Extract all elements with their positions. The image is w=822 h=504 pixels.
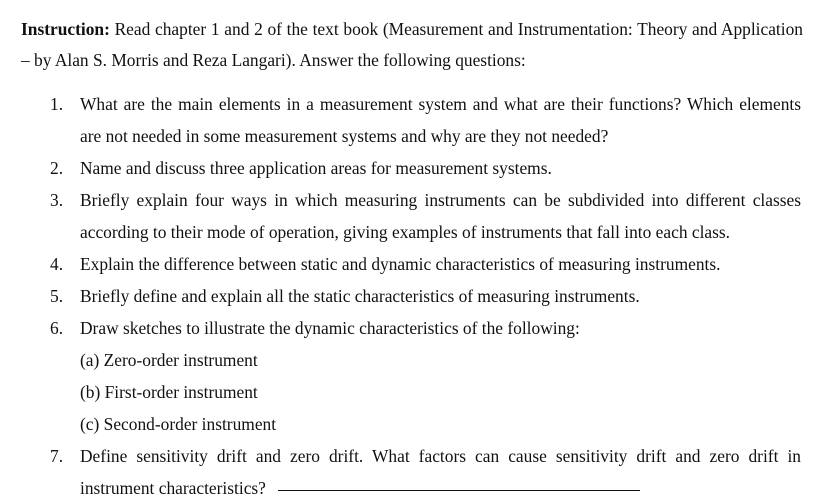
- question-7: [0, 440, 822, 504]
- question-number: 7.: [50, 446, 64, 466]
- question-1: [0, 88, 822, 152]
- horizontal-rule: [278, 490, 640, 491]
- question-number: 4.: [50, 254, 64, 274]
- subitem-b: (b) First-order instrument: [80, 382, 258, 402]
- question-number: 1.: [50, 94, 64, 114]
- question-4: [0, 248, 822, 280]
- question-number: 2.: [50, 158, 64, 178]
- question-list: [0, 88, 822, 504]
- question-number: 6.: [50, 318, 64, 338]
- question-text: Briefly explain four ways in which measuring instruments can be subdivided into different classes according to their mode of operation, giving examples of instruments that fall into each class.: [80, 190, 801, 242]
- question-text: What are the main elements in a measurement system and what are their functions? Which elements are not needed in some measurement systems and why are they not needed?: [80, 94, 801, 146]
- question-text: Draw sketches to illustrate the dynamic characteristics of the following:: [80, 318, 580, 338]
- question-2: [0, 152, 822, 184]
- question-number: 3.: [50, 190, 64, 210]
- question-number: 5.: [50, 286, 64, 306]
- subitem-c: (c) Second-order instrument: [80, 414, 277, 434]
- subitem-a: (a) Zero-order instrument: [80, 350, 258, 370]
- question-text: Name and discuss three application areas for measurement systems.: [80, 158, 552, 178]
- instruction-label: Instruction:: [21, 19, 110, 39]
- question-5: [0, 280, 822, 312]
- question-6: [0, 312, 822, 440]
- question-3: [0, 184, 822, 248]
- question-text: Define sensitivity drift and zero drift. What factors can cause sensitivity drift and zero drift in instrument characteristics?: [80, 446, 801, 498]
- instruction-paragraph: [21, 14, 803, 76]
- question-text: Explain the difference between static and dynamic characteristics of measuring instruments.: [80, 254, 721, 274]
- question-text: Briefly define and explain all the static characteristics of measuring instruments.: [80, 286, 640, 306]
- instruction-text: Read chapter 1 and 2 of the text book (Measurement and Instrumentation: Theory and Application – by Alan S. Morris and Reza Langari). Answer the following questions:: [21, 19, 803, 70]
